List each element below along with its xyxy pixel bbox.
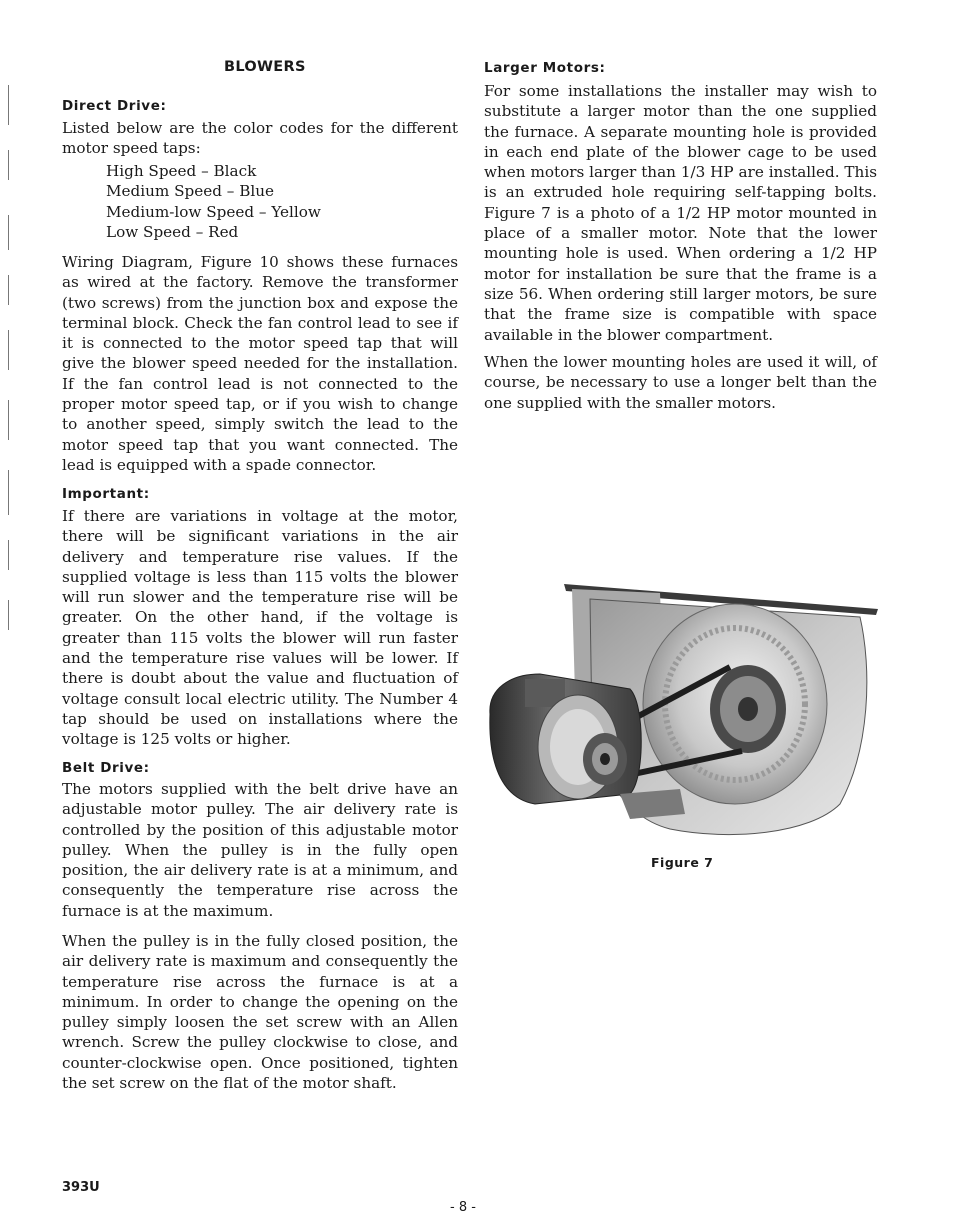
- margin-rule: [8, 85, 9, 125]
- closed-position-paragraph: When the pulley is in the fully closed position, the air delivery rate is maximum and consequently the temperature rise across the furnace is at a minimum. In order to change the opening on the pulley simply loosen the set screw with an Allen wrench. Screw the pulley clockwise to close, and counter-clockwise open. Once positioned, tighten the set screw on the flat of the motor shaft.: [62, 932, 458, 1093]
- margin-rule: [8, 330, 9, 370]
- figure-caption: Figure 7: [651, 855, 714, 870]
- document-code: 393U: [62, 1180, 100, 1195]
- margin-rule: [8, 150, 9, 180]
- blower-motor-photo: [480, 579, 880, 843]
- margin-rule: [8, 540, 9, 570]
- belt-drive-heading: Belt Drive:: [62, 760, 150, 776]
- page-number: - 8 -: [450, 1200, 476, 1215]
- section-title: BLOWERS: [224, 59, 306, 75]
- speed-tap-item: Medium-low Speed – Yellow: [106, 202, 321, 221]
- larger-motors-paragraph: For some installations the installer may wish to substitute a larger motor than the one supplied the furnace. A separate mounting hole is provided in each end plate of the blower cage to be used when motors larger than 1/3 HP are installed. This is an extruded hole requiring self-tapping bolts. Figure 7 is a photo of a 1/2 HP motor mounted in place of a smaller motor. Note that the lower mounting hole is used. When ordering a 1/2 HP motor for installation be sure that the frame is a size 56. When ordering still larger motors, be sure that the frame size is compatible with space available in the blower compartment.: [484, 82, 877, 344]
- speed-tap-item: Low Speed – Red: [106, 222, 239, 241]
- speed-tap-list: [106, 161, 321, 242]
- wiring-paragraph: Wiring Diagram, Figure 10 shows these furnaces as wired at the factory. Remove the transformer (two screws) from the junction box and expose the terminal block. Check the fan control lead to see if it is connected to the motor speed tap that will give the blower speed needed for the installation. If the fan control lead is not connected to the proper motor speed tap, or if you wish to change to another speed, simply switch the lead to the motor speed tap that you want connected. The lead is equipped with a spade connector.: [62, 253, 458, 474]
- important-paragraph: If there are variations in voltage at the motor, there will be significant variations in the air delivery and temperature rise values. If the supplied voltage is less than 115 volts the blower will run slower and the temperature rise will be greater. On the other hand, if the voltage is greater than 115 volts the blower will run faster and the temperature rise values will be lower. If there is doubt about the value and fluctuation of voltage consult local electric utility. The Number 4 tap should be used on installations where the voltage is 125 volts or higher.: [62, 507, 458, 749]
- belt-drive-paragraph: The motors supplied with the belt drive have an adjustable motor pulley. The air delivery rate is controlled by the position of this adjustable motor pulley. When the pulley is in the fully open position, the air delivery rate is at a minimum, and consequently the temperature rise across the furnace is at the maximum.: [62, 780, 458, 920]
- important-heading: Important:: [62, 486, 150, 502]
- margin-rule: [8, 275, 9, 305]
- larger-motors-heading: Larger Motors:: [484, 60, 606, 76]
- margin-rule: [8, 470, 9, 515]
- speed-tap-item: High Speed – Black: [106, 162, 257, 180]
- margin-rule: [8, 400, 9, 440]
- speed-tap-item: Medium Speed – Blue: [106, 182, 274, 201]
- direct-drive-intro: Listed below are the color codes for the different motor speed taps:: [62, 119, 458, 158]
- margin-rule: [8, 600, 9, 630]
- margin-rule: [8, 215, 9, 250]
- lower-holes-paragraph: When the lower mounting holes are used it will, of course, be necessary to use a longer belt than the one supplied with the smaller motors.: [484, 353, 877, 412]
- direct-drive-heading: Direct Drive:: [62, 98, 167, 114]
